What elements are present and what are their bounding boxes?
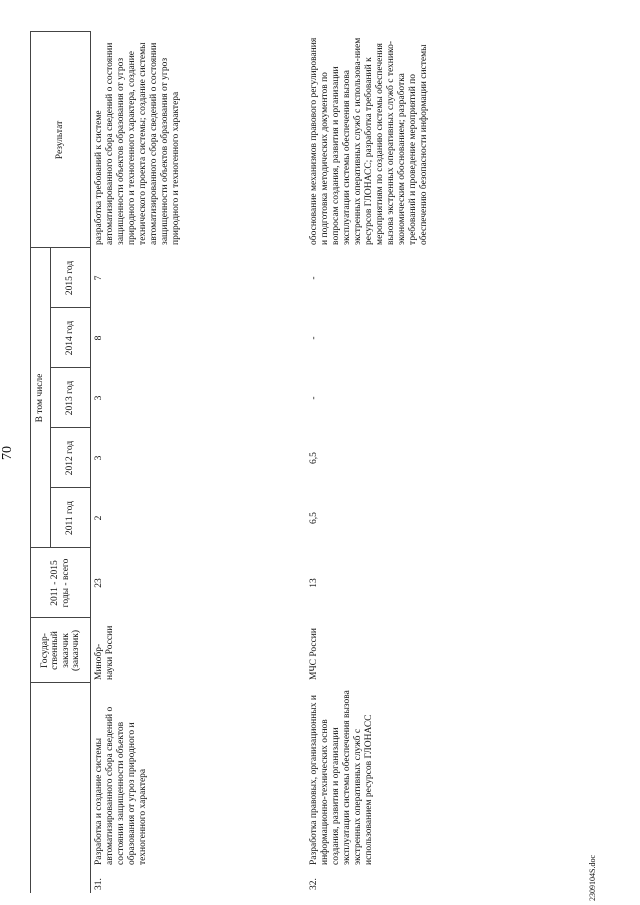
row-2013: 3 [94,395,104,401]
row-2015: 7 [94,275,104,281]
header-year-2014: 2014 год [51,308,91,368]
row-2012: 3 [94,455,104,461]
program-table [30,31,546,893]
row-total: 23 [94,578,104,588]
header-customer: Государ-ственный заказчик (заказчик) [31,618,91,683]
row-customer: Минобр-науки России [94,625,115,680]
table-row [91,32,306,893]
row-2011: 2 [94,515,104,521]
page-number: 70 [0,446,15,460]
row-2011: 6,5 [308,512,319,524]
header-blank [31,683,91,893]
header-group: В том числе [31,248,51,548]
header-year-2015: 2015 год [51,248,91,308]
row-2014: 8 [94,335,104,341]
header-year-2011: 2011 год [51,488,91,548]
header-year-2013: 2013 год [51,368,91,428]
header-result: Результат [31,32,91,248]
row-2014: - [308,336,319,340]
row-result: разработка требований к системе автоматизированного сбора сведений о состоянии защищенности объектов образования от угроз природного и техногенного характера, создание технического проекта системы; создание системы автоматизированного сбора сведений о состоянии защищенности объектов образования от угроз природного и техногенного характера [94,42,181,245]
row-result: обоснование механизмов правового регулирования и подготовка методических документов по вопросам создания, развития и организации эксплуатации системы обеспечения вызова экстренных оперативных служб с использова-нием ресурсов ГЛОНАСС; разработка требований к мероприятиям по созданию системы обеспечения вызова экстренных оперативных служб с технико-экономическим обоснованием; разработка требований и проведение мероприятий по обеспечению безопасности информации системы [308,37,429,245]
table-row [306,32,546,893]
row-2012: 6,5 [308,452,319,464]
row-2013: - [308,396,319,400]
row-title: Разработка правовых, организационных и информационно-технических основ создания, развития и организации эксплуатации системы обеспечения вызова экстренных оперативных служб с использованием ресурсов ГЛОНАСС [308,690,374,865]
row-number: 31. [94,878,104,890]
header-row [31,32,51,893]
header-year-2012: 2012 год [51,428,91,488]
row-total: 13 [308,578,319,588]
row-customer: МЧС России [308,628,319,680]
row-title: Разработка и создание системы автоматизированного сбора сведений о состоянии защищенности объектов образования от угроз природного и техногенного характера [94,706,148,865]
header-total: 2011 - 2015 годы - всего [31,548,91,618]
row-number: 32. [308,878,319,890]
row-2015: - [308,276,319,280]
document-id: 2309104S.doc [588,855,597,901]
